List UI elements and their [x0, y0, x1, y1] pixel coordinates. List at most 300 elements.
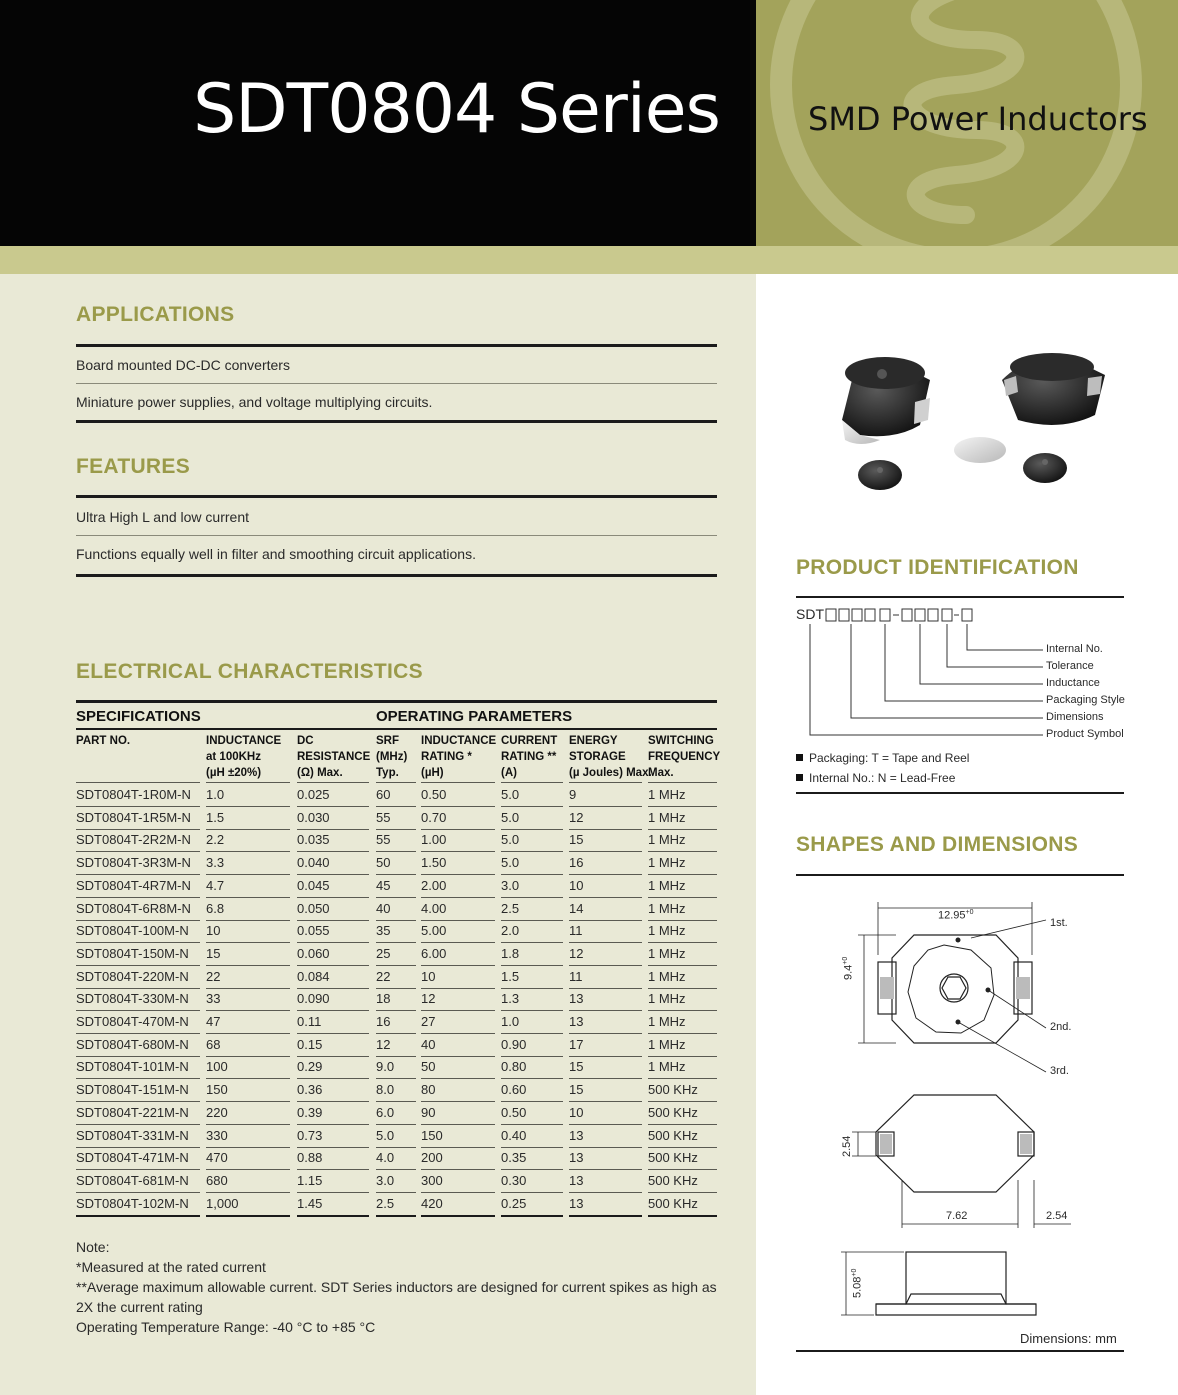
table-cell-underline	[421, 1215, 495, 1217]
table-cell-part-no: SDT0804T-4R7M-N	[76, 877, 191, 893]
table-cell-underline	[376, 1147, 416, 1148]
table-cell-underline	[648, 897, 717, 898]
table-column-header	[569, 733, 652, 781]
table-cell: 22	[206, 968, 221, 984]
table-cell-underline	[376, 897, 416, 898]
column-header-underline	[76, 782, 200, 783]
table-cell-part-no: SDT0804T-470M-N	[76, 1014, 189, 1029]
table-cell: 27	[421, 1014, 436, 1029]
table-cell: 1 MHz	[648, 877, 686, 893]
table-cell: 13	[569, 1150, 584, 1166]
table-cell: 14	[569, 900, 584, 916]
dim-pad-label: 2.54	[841, 1135, 853, 1157]
table-cell-part-no: SDT0804T-331M-N	[76, 1127, 189, 1143]
units-note: Dimensions: mm	[1020, 1331, 1117, 1346]
table-cell-underline	[569, 1215, 642, 1217]
inductor-small-silver-icon	[954, 437, 1006, 463]
table-cell-underline	[501, 942, 563, 943]
table-cell-part-no: SDT0804T-680M-N	[76, 1036, 189, 1052]
table-cell: 0.39	[297, 1104, 323, 1120]
table-cell: 1 MHz	[648, 923, 686, 939]
table-cell: 1.5	[501, 968, 520, 984]
electrical-heading: ELECTRICAL CHARACTERISTICS	[76, 660, 423, 683]
table-cell: 2.5	[376, 1195, 395, 1211]
table-cell-underline	[376, 988, 416, 989]
table-cell: 2.00	[421, 877, 447, 893]
table-cell-underline	[206, 1192, 290, 1193]
table-cell: 1,000	[206, 1195, 239, 1211]
table-cell-underline	[569, 1056, 642, 1057]
table-cell-underline	[297, 965, 369, 966]
table-cell-underline	[206, 874, 290, 875]
table-cell-underline	[569, 1078, 642, 1079]
table-cell: 150	[206, 1082, 228, 1098]
table-cell-underline	[501, 806, 563, 807]
table-cell: 9.0	[376, 1059, 395, 1075]
table-cell: 0.045	[297, 877, 330, 893]
table-cell-underline	[376, 1078, 416, 1079]
table-cell-underline	[501, 1192, 563, 1193]
table-cell-underline	[648, 1192, 717, 1193]
table-cell: 0.40	[501, 1127, 527, 1143]
table-cell-underline	[76, 1124, 200, 1125]
table-cell-underline	[501, 897, 563, 898]
table-cell-underline	[648, 988, 717, 989]
table-cell-underline	[648, 1169, 717, 1170]
table-cell-underline	[501, 1101, 563, 1102]
table-cell-underline	[569, 874, 642, 875]
table-cell-underline	[297, 1192, 369, 1193]
table-cell: 100	[206, 1059, 228, 1075]
column-header-line: INDUCTANCE	[421, 735, 497, 747]
table-cell: 0.60	[501, 1082, 527, 1098]
inductor-large-left-icon	[842, 357, 930, 444]
table-cell: 1 MHz	[648, 855, 686, 871]
table-cell: 55	[376, 832, 391, 848]
table-cell: 2.0	[501, 923, 520, 939]
table-cell: 0.30	[501, 1172, 527, 1188]
table-cell: 4.0	[376, 1150, 395, 1166]
table-cell: 0.15	[297, 1036, 323, 1052]
features-rule-top	[76, 495, 717, 498]
table-cell: 10	[569, 877, 584, 893]
table-cell: 1 MHz	[648, 1036, 686, 1052]
bullet-square-icon	[796, 774, 803, 781]
dim-side-label	[842, 957, 855, 980]
table-cell: 0.50	[501, 1104, 527, 1120]
dim-side-value: 9.4	[842, 964, 855, 980]
table-cell: 9	[569, 787, 577, 802]
product-photo	[790, 340, 1130, 510]
table-cell-underline	[648, 1124, 717, 1125]
table-cell-underline	[569, 988, 642, 989]
dim-top-sup: +0	[965, 909, 974, 916]
column-header-line: SWITCHING	[648, 735, 714, 747]
table-cell: 50	[376, 855, 391, 871]
table-cell-underline	[648, 829, 717, 830]
table-cell-underline	[376, 1101, 416, 1102]
table-cell-underline	[648, 1056, 717, 1057]
inductor-small-left-icon	[858, 460, 902, 490]
table-cell-underline	[206, 1147, 290, 1148]
table-column-header	[376, 733, 407, 781]
table-cell: 40	[376, 900, 391, 916]
table-cell-underline	[569, 1192, 642, 1193]
table-cell-underline	[648, 942, 717, 943]
table-cell-underline	[569, 851, 642, 852]
table-cell-underline	[569, 1010, 642, 1011]
column-header-line: FREQUENCY	[648, 751, 721, 763]
column-header-line: (MHz)	[376, 751, 408, 763]
table-cell-underline	[569, 1147, 642, 1148]
table-cell: 0.80	[501, 1059, 527, 1075]
table-cell-part-no: SDT0804T-102M-N	[76, 1195, 189, 1211]
pin-2-label: 2nd.	[1050, 1021, 1072, 1033]
table-cell: 45	[376, 877, 391, 893]
table-cell-underline	[206, 942, 290, 943]
table-cell: 1.0	[206, 787, 225, 802]
table-cell-underline	[501, 920, 563, 921]
table-cell-part-no: SDT0804T-1R0M-N	[76, 787, 191, 802]
table-cell: 0.90	[501, 1036, 527, 1052]
table-cell-underline	[501, 874, 563, 875]
note-line-2: **Average maximum allowable current. SDT Series inductors are designed for current spikes as high as	[76, 1279, 717, 1295]
table-cell: 0.50	[421, 787, 447, 802]
pin-1-label: 1st.	[1050, 917, 1068, 929]
table-column-header	[501, 733, 557, 781]
table-cell: 47	[206, 1014, 221, 1029]
table-cell-part-no: SDT0804T-221M-N	[76, 1104, 189, 1120]
table-cell-underline	[421, 965, 495, 966]
table-cell-underline	[76, 942, 200, 943]
column-header-line: RATING **	[501, 751, 557, 763]
feature-item-1: Ultra High L and low current	[76, 509, 250, 525]
table-cell-underline	[501, 965, 563, 966]
table-cell-underline	[297, 806, 369, 807]
table-cell: 220	[206, 1104, 228, 1120]
table-cell: 0.060	[297, 945, 330, 961]
table-cell-underline	[376, 1192, 416, 1193]
column-header-line: INDUCTANCE	[206, 735, 282, 747]
table-cell: 1 MHz	[648, 1059, 686, 1075]
column-header-underline	[648, 782, 717, 783]
table-cell: 300	[421, 1172, 443, 1188]
table-cell-underline	[206, 806, 290, 807]
table-cell-part-no: SDT0804T-471M-N	[76, 1150, 189, 1166]
table-cell: 11	[569, 923, 583, 939]
product-type: SMD Power Inductors	[808, 100, 1148, 138]
table-cell: 3.3	[206, 855, 225, 871]
pid-rule-bottom	[796, 792, 1124, 794]
column-header-line: Max.	[648, 767, 674, 779]
pid-label-tolerance: Tolerance	[1046, 660, 1094, 672]
table-cell: 500 KHz	[648, 1127, 698, 1143]
table-cell-underline	[648, 920, 717, 921]
table-cell-underline	[376, 829, 416, 830]
application-item-1: Board mounted DC-DC converters	[76, 357, 290, 373]
table-rule-top	[76, 700, 717, 703]
applications-rule-bottom	[76, 420, 717, 423]
table-cell-underline	[206, 1124, 290, 1125]
note-line-4: Operating Temperature Range: -40 °C to +85 °C	[76, 1319, 376, 1335]
table-group-operating: OPERATING PARAMETERS	[376, 708, 573, 725]
table-cell-underline	[569, 965, 642, 966]
table-cell-underline	[297, 897, 369, 898]
header-band	[0, 246, 1178, 274]
table-cell-underline	[206, 1056, 290, 1057]
table-cell-underline	[206, 1033, 290, 1034]
table-cell-underline	[206, 851, 290, 852]
pid-label-product-symbol: Product Symbol	[1046, 728, 1124, 740]
table-cell-underline	[648, 1033, 717, 1034]
table-cell: 0.025	[297, 787, 330, 802]
table-cell-underline	[421, 988, 495, 989]
table-cell-underline	[501, 1078, 563, 1079]
table-column-header	[206, 733, 281, 781]
table-cell: 12	[569, 809, 584, 825]
table-cell-underline	[376, 1169, 416, 1170]
table-cell-underline	[421, 1010, 495, 1011]
table-cell-underline	[648, 1147, 717, 1148]
table-cell-underline	[648, 1215, 717, 1217]
table-cell-part-no: SDT0804T-681M-N	[76, 1172, 189, 1188]
column-header-line: at 100KHz	[206, 751, 261, 763]
feature-item-2: Functions equally well in filter and smoothing circuit applications.	[76, 546, 476, 562]
table-cell-underline	[501, 1033, 563, 1034]
table-cell: 0.36	[297, 1082, 323, 1098]
bullet-square-icon	[796, 754, 803, 761]
table-cell: 4.7	[206, 877, 225, 893]
table-cell-underline	[206, 1078, 290, 1079]
table-cell-underline	[569, 829, 642, 830]
table-cell: 150	[421, 1127, 443, 1143]
column-header-underline	[206, 782, 290, 783]
table-cell: 55	[376, 809, 391, 825]
table-column-header	[421, 733, 496, 781]
shapes-rule-top	[796, 874, 1124, 876]
table-cell: 1 MHz	[648, 968, 686, 984]
table-cell: 35	[376, 923, 391, 939]
table-cell-underline	[76, 1192, 200, 1193]
table-cell-underline	[421, 1147, 495, 1148]
table-cell-underline	[648, 806, 717, 807]
table-cell: 10	[569, 1104, 584, 1120]
series-title: SDT0804 Series	[193, 70, 720, 149]
product-identification-heading: PRODUCT IDENTIFICATION	[796, 556, 1079, 579]
table-cell: 500 KHz	[648, 1104, 698, 1120]
table-cell: 470	[206, 1150, 228, 1166]
pid-label-dimensions: Dimensions	[1046, 711, 1104, 723]
table-cell-underline	[76, 1215, 200, 1217]
table-cell-underline	[648, 965, 717, 966]
table-cell-underline	[501, 829, 563, 830]
table-cell: 0.030	[297, 809, 330, 825]
table-cell: 16	[569, 855, 584, 871]
table-cell: 2.2	[206, 832, 225, 848]
table-cell: 22	[376, 968, 391, 984]
table-cell: 1.3	[501, 991, 520, 1007]
table-cell-underline	[76, 988, 200, 989]
table-cell-underline	[569, 897, 642, 898]
table-cell: 16	[376, 1014, 391, 1029]
table-cell-underline	[569, 1169, 642, 1170]
table-cell: 0.055	[297, 923, 330, 939]
table-cell-underline	[206, 1101, 290, 1102]
table-cell-underline	[376, 851, 416, 852]
applications-rule-top	[76, 344, 717, 347]
table-column-header	[297, 733, 370, 781]
table-cell-part-no: SDT0804T-151M-N	[76, 1082, 189, 1098]
pid-bullet-packaging-text: Packaging: T = Tape and Reel	[809, 751, 970, 765]
dimension-drawing	[796, 880, 1126, 1350]
table-cell-underline	[421, 942, 495, 943]
applications-heading: APPLICATIONS	[76, 303, 235, 326]
table-cell: 1 MHz	[648, 787, 686, 802]
table-cell-underline	[569, 806, 642, 807]
dim-bottom-right-label: 2.54	[1046, 1210, 1068, 1222]
table-cell: 13	[569, 1127, 584, 1143]
table-cell: 13	[569, 1172, 584, 1188]
table-cell-underline	[206, 1215, 290, 1217]
table-cell: 500 KHz	[648, 1195, 698, 1211]
table-cell: 5.0	[501, 787, 520, 802]
table-cell: 0.084	[297, 968, 330, 984]
table-cell-underline	[76, 806, 200, 807]
table-cell-underline	[648, 1101, 717, 1102]
table-cell: 17	[569, 1036, 584, 1052]
column-header-line: RESISTANCE	[297, 751, 371, 763]
note-line-1: *Measured at the rated current	[76, 1259, 266, 1275]
table-cell: 68	[206, 1036, 221, 1052]
note-title: Note:	[76, 1239, 110, 1255]
table-cell-underline	[569, 942, 642, 943]
table-cell-underline	[501, 988, 563, 989]
table-cell-underline	[569, 1101, 642, 1102]
column-header-underline	[569, 782, 642, 783]
table-cell-underline	[569, 1033, 642, 1034]
table-cell: 6.00	[421, 945, 447, 961]
table-cell: 50	[421, 1059, 436, 1075]
table-cell: 1.45	[297, 1195, 323, 1211]
table-cell-underline	[297, 920, 369, 921]
table-cell-underline	[76, 1101, 200, 1102]
table-cell: 15	[569, 1059, 584, 1075]
table-cell: 6.8	[206, 900, 225, 916]
table-cell-part-no: SDT0804T-1R5M-N	[76, 809, 191, 825]
table-cell-underline	[76, 965, 200, 966]
table-cell-underline	[501, 1169, 563, 1170]
table-cell-underline	[297, 1101, 369, 1102]
table-cell: 1.8	[501, 945, 520, 961]
table-cell-underline	[76, 874, 200, 875]
table-cell-underline	[421, 874, 495, 875]
table-cell: 500 KHz	[648, 1150, 698, 1166]
inductor-large-right-icon	[1002, 353, 1105, 425]
table-cell: 1.15	[297, 1172, 323, 1188]
table-column-header	[76, 733, 130, 749]
table-cell-underline	[297, 942, 369, 943]
table-cell-underline	[297, 1147, 369, 1148]
table-cell: 420	[421, 1195, 443, 1211]
column-header-line: Typ.	[376, 767, 399, 779]
table-cell-underline	[421, 851, 495, 852]
table-cell: 4.00	[421, 900, 447, 916]
table-cell: 12	[569, 945, 584, 961]
table-cell: 13	[569, 991, 584, 1007]
table-group-specifications: SPECIFICATIONS	[76, 708, 201, 725]
note-line-3: 2X the current rating	[76, 1299, 203, 1315]
table-cell-underline	[206, 1010, 290, 1011]
header-green-block	[756, 0, 1178, 246]
table-cell-underline	[376, 965, 416, 966]
column-header-underline	[421, 782, 495, 783]
table-cell-underline	[648, 851, 717, 852]
table-cell: 680	[206, 1172, 228, 1188]
column-header-underline	[501, 782, 563, 783]
table-cell: 0.29	[297, 1059, 323, 1075]
table-cell-underline	[76, 1033, 200, 1034]
table-cell-underline	[76, 920, 200, 921]
application-item-2: Miniature power supplies, and voltage multiplying circuits.	[76, 394, 433, 410]
table-cell: 1 MHz	[648, 945, 686, 961]
table-cell: 0.70	[421, 809, 447, 825]
table-cell: 200	[421, 1150, 443, 1166]
dim-bottom-label: 7.62	[946, 1210, 968, 1222]
table-cell-underline	[569, 1124, 642, 1125]
pid-bullet-internal	[796, 771, 955, 785]
table-cell-underline	[206, 920, 290, 921]
table-cell-underline	[297, 1033, 369, 1034]
table-cell-underline	[421, 1124, 495, 1125]
dim-height-label	[851, 1269, 864, 1298]
table-rule-header	[76, 728, 717, 730]
dim-height-sup: +0	[851, 1268, 858, 1277]
table-cell: 5.00	[421, 923, 447, 939]
table-cell: 1 MHz	[648, 900, 686, 916]
shapes-rule-bottom	[796, 1350, 1124, 1352]
table-cell: 15	[569, 832, 584, 848]
table-cell-underline	[376, 1033, 416, 1034]
table-cell: 11	[569, 968, 583, 984]
shapes-heading: SHAPES AND DIMENSIONS	[796, 833, 1079, 856]
column-header-line: CURRENT	[501, 735, 558, 747]
dim-side-sup: +0	[842, 956, 849, 965]
table-cell-underline	[421, 806, 495, 807]
table-cell-underline	[297, 1215, 369, 1217]
table-cell: 10	[421, 968, 436, 984]
table-cell-underline	[297, 1169, 369, 1170]
column-header-line: STORAGE	[569, 751, 626, 763]
column-header-line: SRF	[376, 735, 399, 747]
column-header-line: (µH)	[421, 767, 444, 779]
features-heading: FEATURES	[76, 455, 191, 478]
table-cell: 1.00	[421, 832, 447, 848]
table-cell-underline	[76, 851, 200, 852]
table-cell-underline	[376, 874, 416, 875]
dim-top-value: 12.95	[938, 909, 966, 922]
table-cell-underline	[297, 1078, 369, 1079]
features-rule-bottom	[76, 574, 717, 577]
table-cell-underline	[421, 1169, 495, 1170]
table-cell-underline	[376, 920, 416, 921]
table-cell-underline	[648, 874, 717, 875]
table-cell: 6.0	[376, 1104, 395, 1120]
table-cell-underline	[76, 1169, 200, 1170]
table-cell-underline	[421, 1192, 495, 1193]
table-cell: 5.0	[501, 832, 520, 848]
table-cell-underline	[501, 1056, 563, 1057]
table-cell-underline	[206, 965, 290, 966]
